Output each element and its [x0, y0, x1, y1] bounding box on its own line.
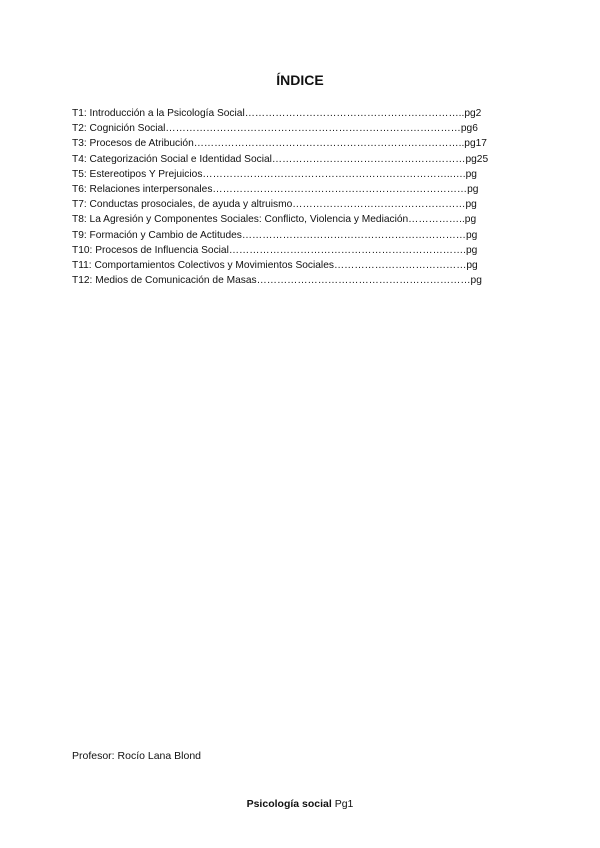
- footer-course-title: Psicología social: [246, 798, 332, 810]
- toc-entry: T11: Comportamientos Colectivos y Movimientos Sociales…………………………………pg: [72, 260, 478, 272]
- toc-entry: T3: Procesos de Atribución……………………………………………………………………..pg17: [72, 138, 487, 150]
- toc-entry: T12: Medios de Comunicación de Masas………………………………………………………pg: [72, 275, 482, 287]
- document-title: ÍNDICE: [276, 72, 324, 88]
- toc-entry: T8: La Agresión y Componentes Sociales: Conflicto, Violencia y Mediación……………..pg: [72, 214, 477, 226]
- toc-entry: T2: Cognición Social……………………………………………………………………………pg6: [72, 123, 478, 135]
- toc-entry: T9: Formación y Cambio de Actitudes…………………………………………………………pg: [72, 229, 478, 241]
- toc-entry: T5: Estereotipos Y Prejuicios………………………………………………………………..….pg: [72, 168, 477, 180]
- toc-entry: T7: Conductas prosociales, de ayuda y altruismo……………………………………………pg: [72, 199, 477, 211]
- toc-entry: T1: Introducción a la Psicología Social………………………………………………………..pg2: [72, 108, 482, 119]
- toc-entry: T4: Categorización Social e Identidad Social…………………………………………………pg25: [72, 153, 489, 165]
- toc-entry: T6: Relaciones interpersonales…………………………………………………………………pg: [72, 184, 479, 196]
- toc-entry: T10: Procesos de Influencia Social…………………………………………………………….pg: [72, 244, 478, 256]
- professor-name: Profesor: Rocío Lana Blond: [72, 750, 201, 762]
- table-of-contents: [72, 106, 532, 288]
- footer-page-number: Pg1: [334, 798, 354, 810]
- page-footer: [0, 798, 600, 810]
